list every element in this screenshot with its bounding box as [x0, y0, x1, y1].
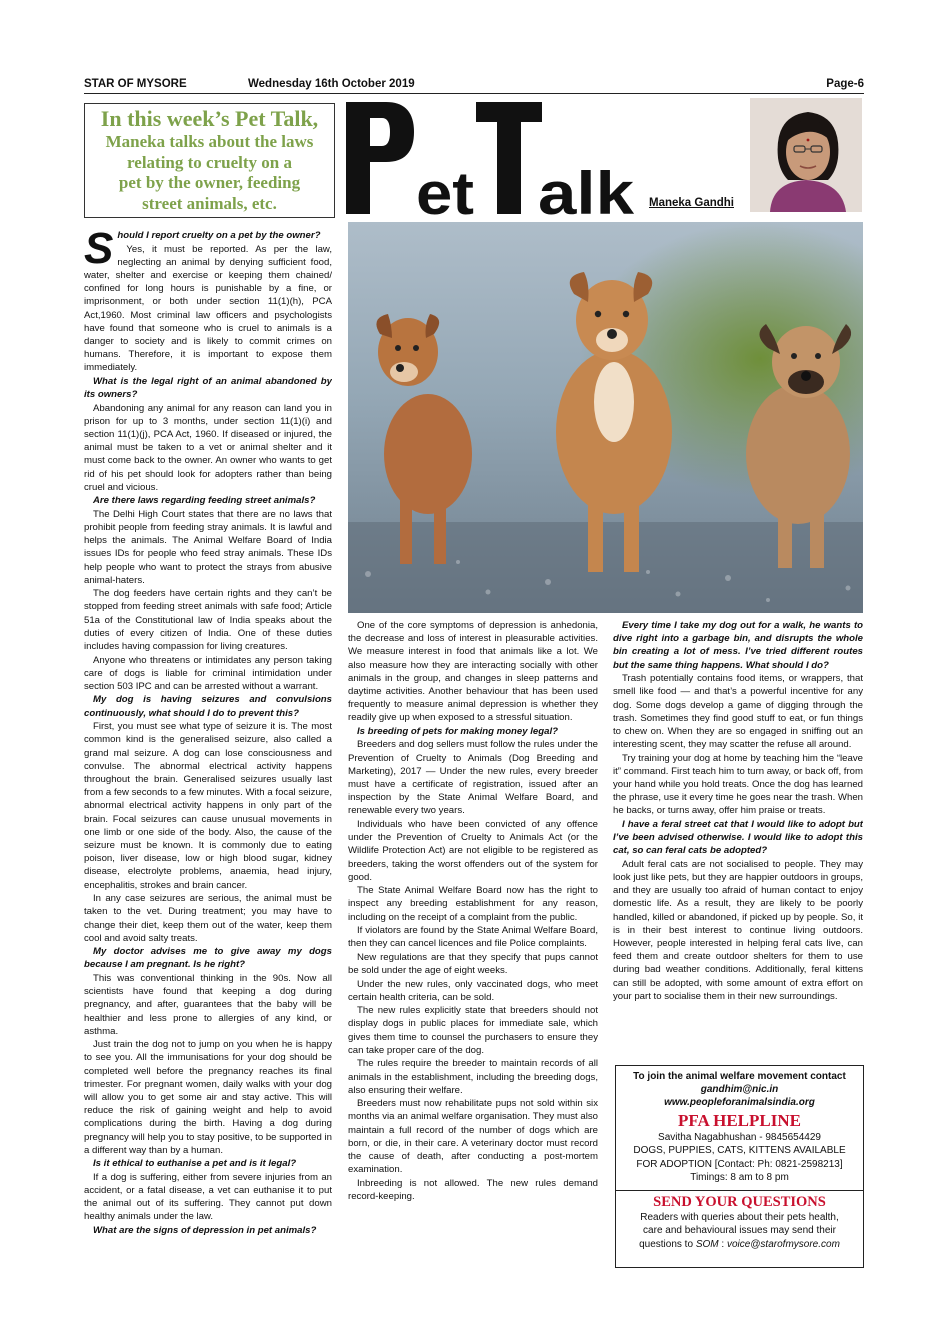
article-paragraph: Try training your dog at home by teaching him the “leave it” command. First teach him to turn away, or back off, from your hand while you hold treats. Once the dog has learned the phrase, use it every time he goes near the trash. When he backs, or turns away, offer him praise or treats.: [613, 752, 863, 817]
article-question: Are there laws regarding feeding street animals?: [93, 495, 316, 507]
issue-date: Wednesday 16th October 2019: [248, 78, 415, 90]
article-paragraph: One of the core symptoms of depression is anhedonia, the decrease and loss of interest in pleasurable activities. We measure interest in food that animals like a lot. We also measure how they are interacting socially with other animals in the group, and changes in sleep patterns and daytime activities. Another behaviour that has been used frequently to measure animal depression is whether they readily give up when exposed to a stressful situation.: [348, 620, 598, 724]
helpline-person: Savitha Nagabhushan - 9845654429: [658, 1132, 821, 1143]
article-paragraph: The new rules explicitly state that breeders should not display dogs in public places for immediate sale, which gives them time to counsel the purchasers to ensure they can take proper care of the dog.: [348, 1005, 598, 1056]
masthead: [84, 78, 864, 94]
teaser-box: [84, 103, 335, 218]
article-paragraph: Individuals who have been convicted of any offence under the Prevention of Cruelty to Animals Act (or the Wildlife Protection Act) are not eligible to be registered as breeders, taking the worst offenders out of the system for good.: [348, 818, 598, 883]
teaser-line: relating to cruelty on a: [127, 152, 292, 172]
article-paragraph: Anyone who threatens or intimidates any person taking care of dogs is liable for criminal intimidation under section 503 IPC and can be arrested without a warrant.: [84, 654, 332, 692]
article-paragraph: The dog feeders have certain rights and they can’t be stopped from feeding street animals with safe food; Article 51a of the Constitutional law of India speaks about the duties of every citizen of India. One of these duties includes having compassion for living creatures.: [84, 588, 332, 653]
article-paragraph: Yes, it must be reported. As per the law, neglecting an animal by denying sufficient food, water, shelter and exercise or keeping them chained/ confined for long hours is punishable by a fine, or imprisonment, or both under section 11(1)(h), PCA Act,1960. Most criminal law officers and psychologists have found that someone who is cruel to animals is a danger to society and is likely to commit crimes on humans. Therefore, it is important to expose them immediately.: [84, 243, 332, 374]
contact-email: gandhim@nic.in: [700, 1084, 779, 1095]
article-question: Should I report cruelty on a pet by the owner?: [84, 229, 321, 273]
questions-line: questions to SOM : voice@starofmysore.com: [639, 1238, 840, 1250]
article-paragraph: Adult feral cats are not socialised to people. They may look just like pets, but they are happier outdoors in groups, and they are usually too afraid of human contact to enjoy domestic life. As a result, they are likely to be poorly handled, killed or abandoned, if picked up by people. So, it is in their best interest to continue living outdoors. However, people interested in helping feral cats live, can feed them and create outdoor shelters for them to use during bad weather conditions. Additionally, feral kittens can still be adopted, with some amount of extra effort on your part to socialise them in their new surroundings.: [613, 858, 863, 1002]
article-column-2: [348, 619, 598, 1269]
article-paragraph: The Delhi High Court states that there are no laws that prohibit people from feeding stray animals. It is lawful and helps the animals. The Animal Welfare Board of India issues IDs for people who feed stray animals. These IDs help people who want to protect the strays from abusive animal-haters.: [84, 508, 332, 586]
article-paragraph: New regulations are that they specify that pups cannot be sold under the age of eight weeks.: [348, 951, 598, 977]
article-question: Is breeding of pets for making money legal?: [357, 725, 558, 737]
questions-title: SEND YOUR QUESTIONS: [653, 1194, 826, 1210]
som-abbrev: SOM: [695, 1238, 719, 1250]
article-question: What is the legal right of an animal abandoned by its owners?: [84, 375, 332, 401]
questions-line: Readers with queries about their pets health,: [640, 1212, 839, 1223]
article-paragraph: The rules require the breeder to maintain records of all animals in the establishment, including the breeding dogs, also ensuring their welfare.: [348, 1058, 598, 1096]
author-byline: Maneka Gandhi: [649, 197, 734, 209]
logo-word-alk: alk: [538, 160, 635, 220]
drop-cap: S: [84, 229, 114, 273]
logo-word-et: et: [416, 160, 475, 220]
article-question: Is it ethical to euthanise a pet and is it legal?: [93, 1158, 297, 1170]
article-paragraph: First, you must see what type of seizure it is. The most common kind is the generalised seizure, also called a grand mal seizure. A dog can lose consciousness and convulse. The abnormal electrical activity happens throughout the brain. Generalised seizures usually last from a few seconds to a few minutes. With a focal seizure, abnormal electrical activity happens in only part of the brain. Focal seizures can cause unusual movements in one limb or one side of the body. Also, the cause of the seizure must be known. It is commonly due to eating poison, liver disease, low or high blood sugar, kidney disease, electrolyte problems, anaemia, head injury, encephalitis, strokes and brain cancer.: [84, 721, 332, 891]
adoption-line: DOGS, PUPPIES, CATS, KITTENS AVAILABLE: [633, 1145, 846, 1157]
article-question: My dog is having seizures and convulsions continuously, what should I do to prevent this?: [84, 694, 332, 719]
questions-email: voice@starofmysore.com: [726, 1238, 840, 1250]
article-paragraph: Trash potentially contains food items, or wrappers, that smell like food — and that’s a powerful incentive for any dog. Some dogs develop a game of digging through the trash. Sometimes they find good stuff to eat, or fun things to chew on. When they are so engaged in sniffing out an interesting scent, they may scatter the refuse all around.: [613, 673, 863, 751]
teaser-line: Maneka talks about the laws: [105, 132, 314, 151]
contact-website: www.peopleforanimalsindia.org: [664, 1097, 815, 1108]
article-paragraph: This was conventional thinking in the 90s. Now all scientists have found that keeping a dog during pregnancy, and after, guarantees that the baby will be healthier and less prone to allergies of any kind, or asthma.: [84, 972, 332, 1037]
article-question: My doctor advises me to give away my dogs because I am pregnant. Is he right?: [84, 946, 332, 971]
article-paragraph: If violators are found by the State Animal Welfare Board, then they can cancel licences and file Police complaints.: [348, 925, 598, 950]
article-column-3: [613, 619, 863, 1059]
article-question: Every time I take my dog out for a walk, he wants to dive right into a garbage bin, and disrupts the whole bin creating a lot of mess. I’ve tried different routes but the same thing happens. What should I do?: [613, 620, 863, 671]
contact-box: [615, 1065, 864, 1191]
article-paragraph: If a dog is suffering, either from severe injuries from an accident, or a fatal disease, a vet can euthanise it to put the animal out of its suffering. They cannot put down healthy animals under the law.: [84, 1171, 332, 1223]
logo-letter-p: [346, 102, 414, 214]
page-number: Page-6: [826, 78, 864, 90]
article-question: I have a feral street cat that I would like to adopt but I’ve been advised otherwise. I would like to adopt this cat, so can feral cats be adopted?: [613, 818, 863, 857]
helpline-timings: Timings: 8 am to 8 pm: [690, 1172, 789, 1184]
column-logo: [340, 96, 745, 220]
puppies-photo: [348, 222, 863, 613]
questions-line: care and behavioural issues may send their: [643, 1225, 836, 1237]
article-question: What are the signs of depression in pet animals?: [93, 1224, 317, 1236]
article-paragraph: Just train the dog not to jump on you when he is happy to see you. All the immunisations for your dog should be completed well before the pregnancy reaches its final trimester. For pregnant women, daily walks with your dog will allow you to get some air and stay active. This will reduce the risk of gaining weight and help to avoid complications during the birth. Having a dog during pregnancy will help you to stay positive, to be supported in a different way than by a human.: [84, 1039, 332, 1156]
questions-box: [615, 1190, 864, 1268]
article-paragraph: The State Animal Welfare Board now has the right to inspect any breeding establishment for any reason, including on the receipt of a complaint from the public.: [348, 885, 598, 923]
article-paragraph: In any case seizures are serious, the animal must be taken to the vet. During treatment; you may have to change their diet, keep them out of the water, keep them cool and avoid salty treats.: [84, 893, 332, 944]
article-column-1: [84, 229, 332, 1269]
newspaper-name: STAR OF MYSORE: [84, 78, 187, 90]
contact-intro: To join the animal welfare movement contact: [633, 1071, 846, 1082]
helpline-title: PFA HELPLINE: [678, 1111, 801, 1130]
adoption-contact: FOR ADOPTION [Contact: Ph: 0821-2598213]: [636, 1158, 843, 1170]
article-paragraph: Abandoning any animal for any reason can land you in prison for up to 3 months, under section 11(1)(i) and section 11(1)(j), PCA Act, 1960. If diseased or injured, the animal must be taken to a vet or animal shelter and it must come back to the owner. An owner who wants to get rid of his pet should look for adopters rather than being cruel and vicious.: [84, 402, 332, 493]
author-photo: [750, 98, 862, 212]
article-paragraph: Breeders must now rehabilitate pups not sold within six months via an animal welfare organisation. They must also maintain a full record of the number of dogs which are born, or die, in their care. A veterinary doctor must record the cause of death, after conducting a post-mortem examination.: [348, 1098, 598, 1176]
article-paragraph: Breeders and dog sellers must follow the rules under the Prevention of Cruelty to Animals (Dog Breeding and Marketing), 2017 — Under the new rules, every breeder must have a certificate of registration, issued after an inspection by the State Animal Welfare Board, and renewable every two years.: [348, 739, 598, 817]
article-paragraph: Under the new rules, only vaccinated dogs, who meet certain health criteria, can be sold.: [348, 978, 598, 1003]
article-paragraph: Inbreeding is not allowed. The new rules demand record-keeping.: [348, 1177, 598, 1202]
teaser-line: street animals, etc.: [142, 193, 277, 213]
teaser-headline: In this week’s Pet Talk,: [100, 106, 319, 131]
teaser-line: pet by the owner, feeding: [118, 173, 301, 192]
logo-letter-t: [476, 102, 542, 214]
